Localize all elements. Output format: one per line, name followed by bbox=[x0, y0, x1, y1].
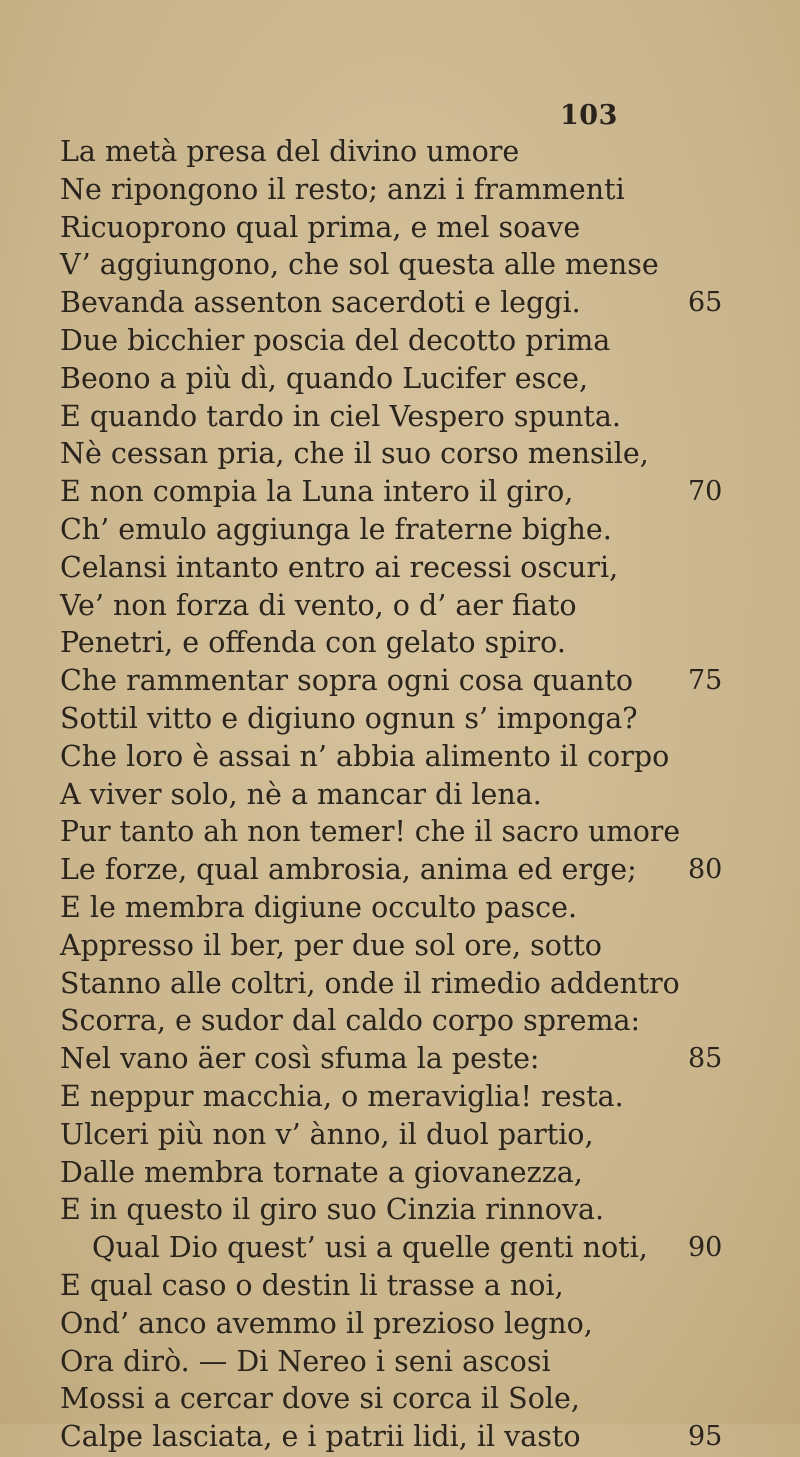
verse-text: Calpe lasciata, e i patrii lidi, il vasto bbox=[60, 1420, 581, 1454]
line-number: 95 bbox=[688, 1421, 723, 1453]
line-number: 70 bbox=[688, 476, 723, 508]
verse-text: E neppur macchia, o meraviglia! resta. bbox=[60, 1080, 624, 1113]
verse-text: E in questo il giro suo Cinzia rinnova. bbox=[60, 1193, 605, 1227]
verse-text: La metà presa del divino umore bbox=[60, 135, 520, 168]
verse-text: Bevanda assenton sacerdoti e leggi. bbox=[60, 286, 581, 320]
verse-text: Appresso il ber, per due sol ore, sotto bbox=[60, 928, 602, 962]
verse-text: V’ aggiungono, che sol questa alle mense bbox=[60, 248, 659, 282]
verse-text: E non compia la Luna intero il giro, bbox=[60, 475, 574, 509]
verse-text: Ne ripongono il resto; anzi i frammenti bbox=[60, 172, 625, 206]
verse-text: Ricuoprono qual prima, e mel soave bbox=[60, 210, 581, 244]
verse-text: Nel vano äer così sfuma la peste: bbox=[60, 1042, 540, 1076]
verse-text: Stanno alle coltri, onde il rimedio addentro bbox=[60, 966, 680, 1000]
page-number: 103 bbox=[560, 100, 618, 131]
line-number: 65 bbox=[688, 287, 723, 319]
line-number: 90 bbox=[688, 1232, 723, 1264]
verse-text: Che rammentar sopra ogni cosa quanto bbox=[60, 664, 634, 698]
verse-text: Mossi a cercar dove si corca il Sole, bbox=[60, 1382, 580, 1416]
verse-text: Beono a più dì, quando Lucifer esce, bbox=[60, 361, 589, 395]
verse-text: Penetri, e offenda con gelato spiro. bbox=[60, 626, 566, 660]
verse-text: Celansi intanto entro ai recessi oscuri, bbox=[60, 550, 619, 584]
verse-text: Ch’ emulo aggiunga le fraterne bighe. bbox=[60, 513, 612, 546]
verse-text: Le forze, qual ambrosia, anima ed erge; bbox=[60, 853, 637, 887]
line-number: 80 bbox=[688, 854, 723, 886]
verse-text: Ora dirò. — Di Nereo i seni ascosi bbox=[60, 1344, 551, 1378]
line-number: 75 bbox=[688, 665, 723, 697]
verse-text: Scorra, e sudor dal caldo corpo sprema: bbox=[60, 1004, 641, 1038]
verse-text: Ond’ anco avemmo il prezioso legno, bbox=[60, 1306, 593, 1340]
verse-text: E quando tardo in ciel Vespero spunta. bbox=[60, 399, 621, 433]
verse-text: Ulceri più non v’ ànno, il duol partio, bbox=[60, 1117, 594, 1151]
verse-text: Pur tanto ah non temer! che il sacro umore bbox=[60, 815, 681, 849]
verse-text: Che loro è assai n’ abbia alimento il corpo bbox=[60, 739, 670, 773]
verse-text: Dalle membra tornate a giovanezza, bbox=[60, 1155, 583, 1189]
verse-text: E qual caso o destin li trasse a noi, bbox=[60, 1269, 564, 1302]
verse-text: Nè cessan pria, che il suo corso mensile, bbox=[60, 437, 649, 471]
verse-text: Sottil vitto e digiuno ognun s’ imponga? bbox=[60, 702, 638, 735]
verse-text: A viver solo, nè a mancar di lena. bbox=[60, 777, 542, 811]
line-number: 85 bbox=[688, 1043, 723, 1075]
verse-text: Ve’ non forza di vento, o d’ aer fiato bbox=[60, 588, 577, 622]
verse-text: Due bicchier poscia del decotto prima bbox=[60, 324, 611, 357]
verse-text: E le membra digiune occulto pasce. bbox=[60, 891, 578, 924]
verse-text: Qual Dio quest’ usi a quelle genti noti, bbox=[92, 1231, 648, 1265]
